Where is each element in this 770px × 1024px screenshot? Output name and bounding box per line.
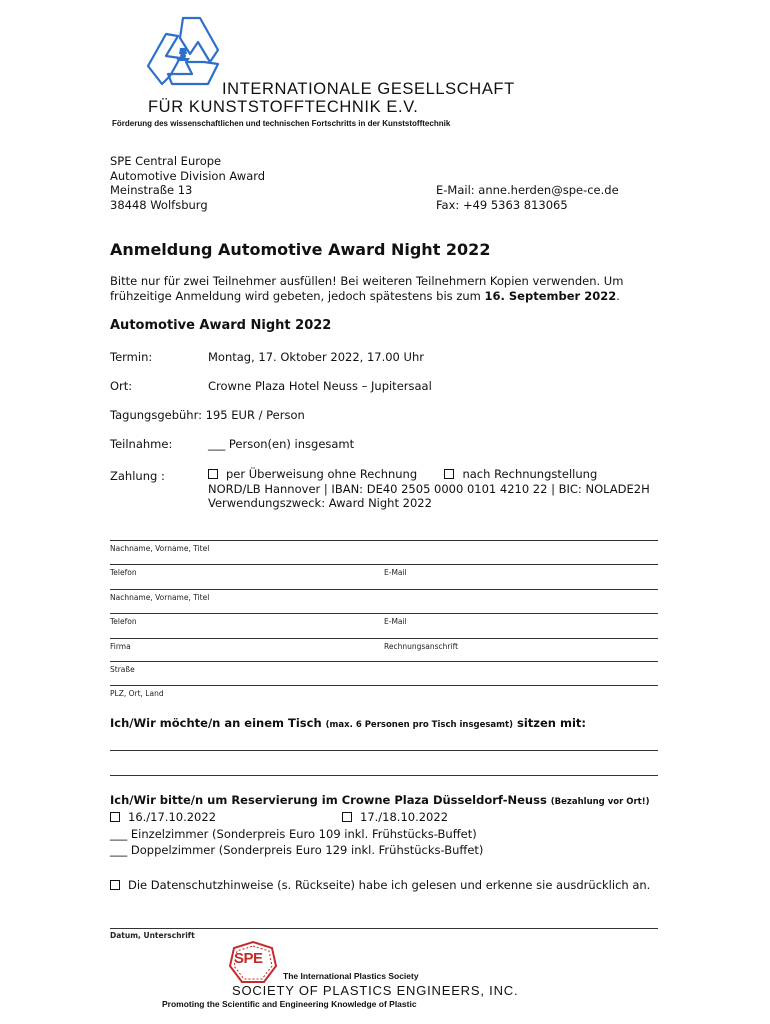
ort-label: Ort: — [110, 379, 133, 393]
gebuehr-value: 195 EUR / Person — [205, 408, 305, 422]
intro-line2-end: . — [616, 288, 620, 303]
deadline-date: 16. September 2022 — [484, 288, 617, 303]
hotel-block — [110, 810, 670, 858]
teilnahme-value[interactable]: ___ Person(en) insgesamt — [208, 437, 355, 451]
zahlung-block — [208, 467, 668, 511]
teilnahme-label: Teilnahme: — [110, 437, 173, 451]
email2-label: E-Mail — [384, 617, 407, 626]
rechnung-option-label: nach Rechnungstellung — [462, 467, 598, 481]
table-heading-post: sitzen mit: — [512, 716, 586, 730]
address-block — [110, 154, 265, 212]
event-heading: Automotive Award Night 2022 — [110, 318, 332, 333]
date2-checkbox[interactable] — [342, 812, 352, 822]
intro-line2-text: frühzeitige Anmeldung wird gebeten, jedoch spätestens bis zum — [110, 288, 485, 303]
table-heading-note: (max. 6 Personen pro Tisch insgesamt) — [325, 720, 513, 730]
table-line-2[interactable] — [110, 775, 658, 776]
ort-value: Crowne Plaza Hotel Neuss – Jupitersaal — [208, 379, 432, 393]
email1-label: E-Mail — [384, 568, 407, 577]
address-line: SPE Central Europe — [110, 154, 222, 168]
address-line: Meinstraße 13 — [110, 183, 193, 197]
ueberweisung-label: per Überweisung ohne Rechnung — [226, 467, 418, 481]
gebuehr-label-text: Tagungsgebühr: — [110, 408, 202, 422]
name1-label: Nachname, Vorname, Titel — [110, 544, 210, 553]
intro-line1: Bitte nur für zwei Teilnehmer ausfüllen! Bei weiteren Teilnehmern Kopien verwenden. Um — [110, 274, 624, 288]
org-subtitle: Förderung des wissenschaftlichen und technischen Fortschritts in der Kunststofftechnik — [112, 119, 451, 128]
firma-line[interactable] — [110, 638, 658, 639]
termin-label: Termin: — [110, 350, 153, 364]
rechnung-label: Rechnungsanschrift — [384, 642, 459, 651]
table-heading — [110, 716, 586, 730]
strasse-label: Straße — [110, 665, 135, 674]
privacy-checkbox[interactable] — [110, 880, 120, 890]
address-line: Automotive Division Award — [110, 168, 266, 183]
firma-label: Firma — [110, 642, 131, 651]
org-title-line2: FÜR KUNSTSTOFFTECHNIK E.V. — [148, 98, 419, 116]
zahlung-label: Zahlung : — [110, 469, 165, 483]
date1-checkbox[interactable] — [110, 812, 120, 822]
telefon1-label: Telefon — [110, 568, 137, 577]
einzelzimmer: ___ Einzelzimmer (Sonderpreis Euro 109 inkl. Frühstücks-Buffet) — [110, 826, 477, 841]
date1-label: 16./17.10.2022 — [128, 810, 217, 824]
contact-block — [436, 183, 619, 212]
contact-fax: Fax: +49 5363 813065 — [436, 197, 568, 212]
name1-line[interactable] — [110, 540, 658, 541]
footer-line3: Promoting the Scientific and Engineering Knowledge of Plastic — [162, 999, 417, 1009]
date2-label: 17./18.10.2022 — [360, 810, 449, 824]
gebuehr-label — [110, 408, 305, 422]
table-line-1[interactable] — [110, 750, 658, 751]
verwendungszweck: Verwendungszweck: Award Night 2022 — [208, 496, 432, 510]
org-title-line1: INTERNATIONALE GESELLSCHAFT — [222, 80, 515, 98]
hotel-dates — [110, 810, 670, 825]
hotel-heading — [110, 793, 650, 807]
rechnung-checkbox[interactable] — [444, 469, 454, 479]
ueberweisung-checkbox[interactable] — [208, 469, 218, 479]
footer-line2: SOCIETY OF PLASTICS ENGINEERS, INC. — [232, 983, 519, 998]
strasse-line[interactable] — [110, 661, 658, 662]
spe-logo-text: SPE — [234, 950, 263, 967]
hotel-heading-note: (Bezahlung vor Ort!) — [550, 797, 650, 807]
recycling-triangle-logo — [142, 14, 224, 94]
page-title: Anmeldung Automotive Award Night 2022 — [110, 240, 491, 259]
zahlung-options — [208, 467, 668, 482]
signature-line[interactable] — [110, 928, 658, 929]
intro-text — [110, 274, 670, 303]
signature-label: Datum, Unterschrift — [110, 931, 195, 940]
plz-line[interactable] — [110, 685, 658, 686]
address-line: 38448 Wolfsburg — [110, 197, 208, 212]
termin-value: Montag, 17. Oktober 2022, 17.00 Uhr — [208, 350, 424, 364]
intro-line2 — [110, 289, 670, 304]
footer-line1: The International Plastics Society — [283, 971, 419, 981]
contact2-line[interactable] — [110, 613, 658, 614]
name2-line[interactable] — [110, 589, 658, 590]
contact-email: E-Mail: anne.herden@spe-ce.de — [436, 183, 619, 197]
plz-label: PLZ, Ort, Land — [110, 689, 164, 698]
telefon2-label: Telefon — [110, 617, 137, 626]
hotel-heading-text: Ich/Wir bitte/n um Reservierung im Crowne Plaza Düsseldorf-Neuss — [110, 793, 551, 807]
privacy-text: Die Datenschutzhinweise (s. Rückseite) habe ich gelesen und erkenne sie ausdrücklich an. — [128, 878, 651, 892]
bank-details: NORD/LB Hannover | IBAN: DE40 2505 0000 0101 4210 22 | BIC: NOLADE2H — [208, 481, 650, 496]
table-heading-pre: Ich/Wir möchte/n an einem Tisch — [110, 716, 326, 730]
privacy-row — [110, 878, 650, 893]
contact1-line[interactable] — [110, 564, 658, 565]
name2-label: Nachname, Vorname, Titel — [110, 593, 210, 602]
doppelzimmer: ___ Doppelzimmer (Sonderpreis Euro 129 inkl. Frühstücks-Buffet) — [110, 843, 484, 857]
